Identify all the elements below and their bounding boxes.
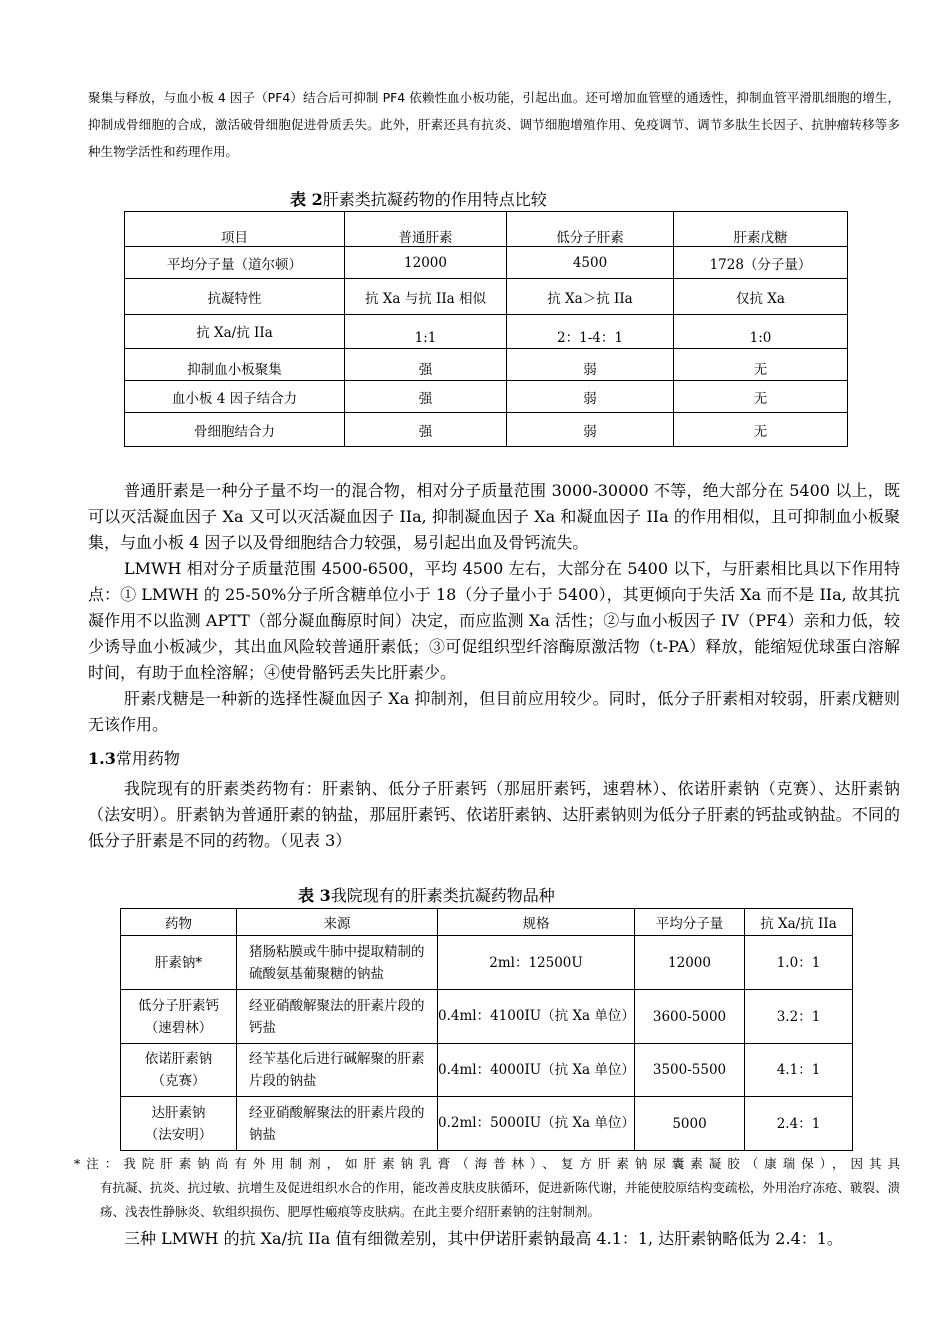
table3-cell: 经苄基化后进行碱解聚的肝素片段的钠盐 [237,1044,438,1097]
paragraph-lmwh: LMWH 相对分子质量范围 4500-6500，平均 4500 左右，大部分在 5400 以下，与肝素相比具以下作用特点：① LMWH 的 25-50%分子所含糖单位小于 18（分子量小于 5400），其更倾向于失活 Xa 而不是 IIa, 故其抗凝作用不以监测 APTT（部分凝血酶原时间）决定，而应监测 Xa 活性；②与血小板因子 IV（PF4）亲和力低，较少诱导血小板减少，其出血风险较普通肝素低；③可促组织型纤溶酶原激活物（t-PA）释放，能缩短优球蛋白溶解时间，有助于血栓溶解；④使骨骼钙丢失比肝素少。 [88,559,900,682]
table3-cell: 4.1：1 [745,1044,853,1097]
table-row [121,1044,853,1097]
table2-cell: 强 [345,413,507,447]
table3-header: 规格 [438,909,635,936]
table3 [120,908,853,1151]
table2-cell: 抑制血小板聚集 [125,349,345,381]
table3-cell: 1.0：1 [745,936,853,990]
table3-cell: 经亚硝酸解聚法的肝素片段的钙盐 [237,990,438,1044]
table2-cell: 4500 [507,247,674,279]
table-row [125,247,848,279]
table3-drug-cell [121,936,237,990]
table-row [125,315,848,349]
table3-cell: 3600-5000 [635,990,745,1044]
table2-caption [290,190,547,210]
table-row [121,1097,853,1151]
drug-brand: （克赛） [151,1073,206,1089]
section-number: 1.3 [88,749,116,768]
table2-header: 肝素戊糖 [674,212,848,247]
table-row [121,936,853,990]
table3-cell: 5000 [635,1097,745,1151]
closing-sentence: 三种 LMWH 的抗 Xa/抗 IIa 值有细微差别，其中伊诺肝素钠最高 4.1：1, 达肝素钠略低为 2.4：1。 [124,1229,843,1248]
table3-header: 来源 [237,909,438,936]
table-row [125,413,848,447]
table2-cell: 抗 Xa/抗 IIa [125,315,345,349]
table3-cell: 猪肠粘膜或牛肺中提取精制的硫酸氨基葡聚糖的钠盐 [237,936,438,990]
footnote-line-1: *注：我院肝素钠尚有外用制剂，如肝素钠乳膏（海普林）、复方肝素钠尿囊素凝胶（康瑞保），因其具 [74,1156,900,1171]
table2 [124,211,848,447]
table3-footnote [74,1152,900,1224]
table3-cell: 3.2：1 [745,990,853,1044]
table3-header: 抗 Xa/抗 IIa [745,909,853,936]
drug-name: 低分子肝素钙 [138,997,219,1014]
table3-cell: 2.4：1 [745,1097,853,1151]
table2-cell: 弱 [507,381,674,413]
table2-header: 低分子肝素 [507,212,674,247]
table3-cell: 0.4ml：4000IU（抗 Xa 单位） [438,1044,635,1097]
table2-cell: 2：1-4：1 [507,315,674,349]
table2-cell: 无 [674,413,848,447]
table2-cell: 抗 Xa 与抗 IIa 相似 [345,279,507,315]
table3-cell: 3500-5500 [635,1044,745,1097]
table-row [121,990,853,1044]
table2-cell: 平均分子量（道尔顿） [125,247,345,279]
table3-cell: 0.2ml：5000IU（抗 Xa 单位） [438,1097,635,1151]
table3-cell: 经亚硝酸解聚法的肝素片段的钠盐 [237,1097,438,1151]
table2-cell: 骨细胞结合力 [125,413,345,447]
paragraph-heparin: 普通肝素是一种分子量不均一的混合物，相对分子质量范围 3000-30000 不等，绝大部分在 5400 以上，既可以灭活凝血因子 Xa 又可以灭活凝血因子 IIa, 抑制凝血因子 Xa 和凝血因子 IIa 的作用相似，且可抑制血小板聚集，与血小板 4 因子以及骨细胞结合力较强，易引起出血及骨钙流失。 [88,481,900,552]
paragraph-fondaparinux: 肝素戊糖是一种新的选择性凝血因子 Xa 抑制剂，但目前应用较少。同时，低分子肝素相对较弱，肝素戊糖则无该作用。 [88,689,900,734]
table2-cell: 强 [345,381,507,413]
table2-cell: 1728（分子量） [674,247,848,279]
table2-header: 普通肝素 [345,212,507,247]
table2-cell: 血小板 4 因子结合力 [125,381,345,413]
section-title: 常用药物 [115,749,180,768]
drug-name: 依诺肝素钠 [144,1051,213,1067]
table3-caption-title: 我院现有的肝素类抗凝药物品种 [330,886,555,905]
table2-cell: 抗 Xa＞抗 IIa [507,279,674,315]
drug-name: 达肝素钠 [151,1104,206,1121]
table3-drug-cell [121,1097,237,1151]
table3-cell: 2ml：12500U [438,936,635,990]
table2-cell: 强 [345,349,507,381]
drug-brand: （法安明） [144,1126,213,1143]
table3-drug-cell [121,990,237,1044]
table3-header: 药物 [121,909,237,936]
table3-header: 平均分子量 [635,909,745,936]
table3-drug-cell [121,1044,237,1097]
section-body [88,776,900,854]
table2-cell: 无 [674,349,848,381]
table2-cell: 弱 [507,349,674,381]
intro-paragraph: 聚集与释放，与血小板 4 因子（PF4）结合后可抑制 PF4 依赖性血小板功能，引起出血。还可增加血管壁的通透性，抑制血管平滑肌细胞的增生，抑制成骨细胞的合成，激活破骨细胞促进骨质丢失。此外，肝素还具有抗炎、调节细胞增殖作用、免疫调节、调节多肽生长因子、抗肿瘤转移等多种生物学活性和药理作用。 [88,90,900,159]
table2-cell: 1:1 [345,315,507,349]
table3-caption [298,886,555,906]
table2-header: 项目 [125,212,345,247]
table-row [125,381,848,413]
table2-caption-num: 表 2 [290,190,323,209]
table2-cell: 仅抗 Xa [674,279,848,315]
table2-cell: 1:0 [674,315,848,349]
table-row [125,279,848,315]
table3-cell: 0.4ml：4100IU（抗 Xa 单位） [438,990,635,1044]
table2-cell: 弱 [507,413,674,447]
table3-cell: 12000 [635,936,745,990]
footnote-continuation: 有抗凝、抗炎、抗过敏、抗增生及促进组织水合的作用，能改善皮肤皮肤循环，促进新陈代谢，并能使胶原结构变疏松，外用治疗冻疮、皲裂、溃疡、浅表性静脉炎、软组织损伤、肥厚性瘢痕等皮肤病。在此主要介绍肝素钠的注射制剂。 [100,1180,901,1219]
drug-brand: （速碧林） [144,1019,213,1036]
body-paragraphs [88,478,900,738]
paragraph-drugs: 我院现有的肝素类药物有：肝素钠、低分子肝素钙（那屈肝素钙，速碧林）、依诺肝素钠（克赛）、达肝素钠（法安明）。肝素钠为普通肝素的钠盐，那屈肝素钙、依诺肝素钠、达肝素钠则为低分子肝素的钙盐或钠盐。不同的低分子肝素是不同的药物。（见表 3） [88,779,900,850]
table2-cell: 抗凝特性 [125,279,345,315]
table-row [125,349,848,381]
table3-header-row [121,909,853,936]
section-heading [88,746,180,769]
table2-cell: 无 [674,381,848,413]
table2-cell: 12000 [345,247,507,279]
table2-header-row [125,212,848,247]
table2-caption-title: 肝素类抗凝药物的作用特点比较 [322,190,547,209]
table3-caption-num: 表 3 [298,886,331,905]
drug-name: 肝素钠* [154,954,203,971]
